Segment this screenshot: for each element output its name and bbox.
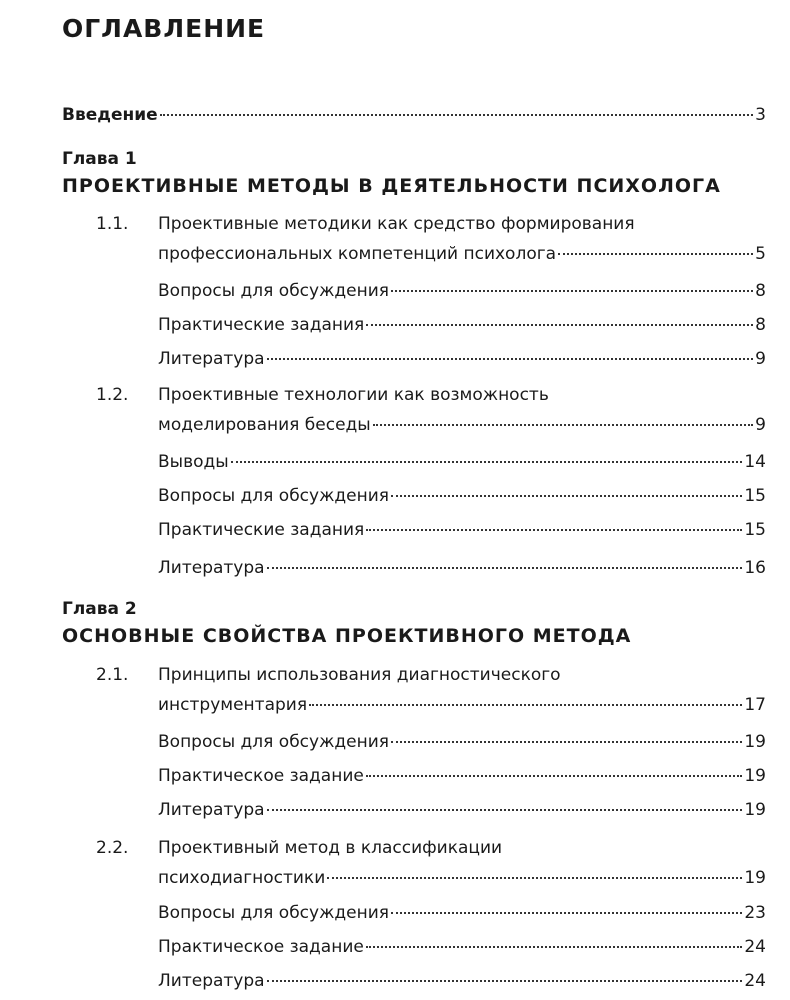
dot-leader — [267, 358, 754, 360]
toc-entry-item[interactable] — [158, 557, 766, 579]
toc-entry-section-1-1[interactable] — [158, 243, 766, 265]
toc-entry-label: Введение — [62, 105, 158, 125]
toc-entry-item[interactable] — [158, 280, 766, 302]
toc-entry-page: 19 — [744, 766, 766, 786]
toc-entry-section-1-2[interactable] — [158, 414, 766, 436]
dot-leader — [558, 253, 753, 255]
toc-entry-label: Практическое задание — [158, 766, 364, 786]
chapter-2-label: Глава 2 — [62, 599, 137, 619]
section-title-line1: Проективные технологии как возможность — [158, 385, 549, 405]
toc-entry-page: 23 — [744, 903, 766, 923]
toc-entry-page: 9 — [755, 349, 766, 369]
toc-entry-page: 19 — [744, 800, 766, 820]
toc-entry-page: 9 — [755, 415, 766, 435]
dot-leader — [366, 324, 753, 326]
dot-leader — [391, 495, 742, 497]
dot-leader — [366, 529, 742, 531]
toc-entry-page: 8 — [755, 315, 766, 335]
toc-entry-label: Практическое задание — [158, 937, 364, 957]
toc-entry-page: 15 — [744, 520, 766, 540]
section-title-line1: Проективные методики как средство формирования — [158, 214, 635, 234]
page-title: ОГЛАВЛЕНИЕ — [62, 14, 266, 43]
dot-leader — [391, 912, 742, 914]
section-number: 1.2. — [96, 385, 129, 405]
toc-entry-page: 3 — [755, 105, 766, 125]
toc-entry-item[interactable] — [158, 765, 766, 787]
toc-entry-page: 19 — [744, 868, 766, 888]
toc-entry-page: 24 — [744, 937, 766, 957]
section-number: 2.1. — [96, 665, 129, 685]
section-title-line2: профессиональных компетенций психолога — [158, 244, 557, 264]
dot-leader — [231, 461, 743, 463]
section-number: 2.2. — [96, 838, 129, 858]
toc-entry-page: 15 — [744, 486, 766, 506]
toc-entry-item[interactable] — [158, 936, 766, 958]
toc-entry-page: 17 — [744, 695, 766, 715]
dot-leader — [160, 114, 753, 116]
section-title-line2: инструментария — [158, 695, 308, 715]
toc-entry-label: Литература — [158, 971, 265, 991]
toc-entry-page: 19 — [744, 732, 766, 752]
toc-entry-item[interactable] — [158, 348, 766, 370]
toc-entry-label: Вопросы для обсуждения — [158, 281, 390, 301]
toc-entry-label: Литература — [158, 349, 265, 369]
toc-entry-label: Литература — [158, 558, 265, 578]
toc-entry-intro[interactable] — [62, 104, 766, 126]
toc-entry-item[interactable] — [158, 485, 766, 507]
toc-entry-label: Выводы — [158, 452, 229, 472]
dot-leader — [366, 775, 743, 777]
toc-entry-label: Вопросы для обсуждения — [158, 903, 390, 923]
chapter-1-label: Глава 1 — [62, 149, 137, 169]
toc-entry-label: Практические задания — [158, 520, 365, 540]
dot-leader — [267, 567, 743, 569]
toc-entry-section-2-2[interactable] — [158, 867, 766, 889]
toc-entry-page: 14 — [744, 452, 766, 472]
toc-entry-item[interactable] — [158, 970, 766, 992]
toc-entry-item[interactable] — [158, 519, 766, 541]
dot-leader — [267, 980, 743, 982]
section-number: 1.1. — [96, 214, 129, 234]
section-title-line2: психодиагностики — [158, 868, 326, 888]
toc-entry-page: 24 — [744, 971, 766, 991]
toc-entry-label: Вопросы для обсуждения — [158, 486, 390, 506]
dot-leader — [327, 877, 742, 879]
chapter-1-title: ПРОЕКТИВНЫЕ МЕТОДЫ В ДЕЯТЕЛЬНОСТИ ПСИХОЛОГА — [62, 175, 721, 197]
section-title-line1: Проективный метод в классификации — [158, 838, 503, 858]
dot-leader — [391, 290, 753, 292]
toc-entry-section-2-1[interactable] — [158, 694, 766, 716]
dot-leader — [391, 741, 742, 743]
dot-leader — [373, 424, 753, 426]
dot-leader — [309, 704, 742, 706]
toc-entry-page: 8 — [755, 281, 766, 301]
toc-entry-item[interactable] — [158, 902, 766, 924]
toc-entry-item[interactable] — [158, 451, 766, 473]
toc-entry-item[interactable] — [158, 731, 766, 753]
toc-entry-item[interactable] — [158, 799, 766, 821]
toc-entry-label: Вопросы для обсуждения — [158, 732, 390, 752]
chapter-2-title: ОСНОВНЫЕ СВОЙСТВА ПРОЕКТИВНОГО МЕТОДА — [62, 625, 632, 647]
dot-leader — [267, 809, 743, 811]
toc-entry-page: 16 — [744, 558, 766, 578]
toc-entry-item[interactable] — [158, 314, 766, 336]
toc-entry-label: Литература — [158, 800, 265, 820]
section-title-line2: моделирования беседы — [158, 415, 371, 435]
toc-entry-page: 5 — [755, 244, 766, 264]
section-title-line1: Принципы использования диагностического — [158, 665, 561, 685]
dot-leader — [366, 946, 743, 948]
toc-entry-label: Практические задания — [158, 315, 365, 335]
